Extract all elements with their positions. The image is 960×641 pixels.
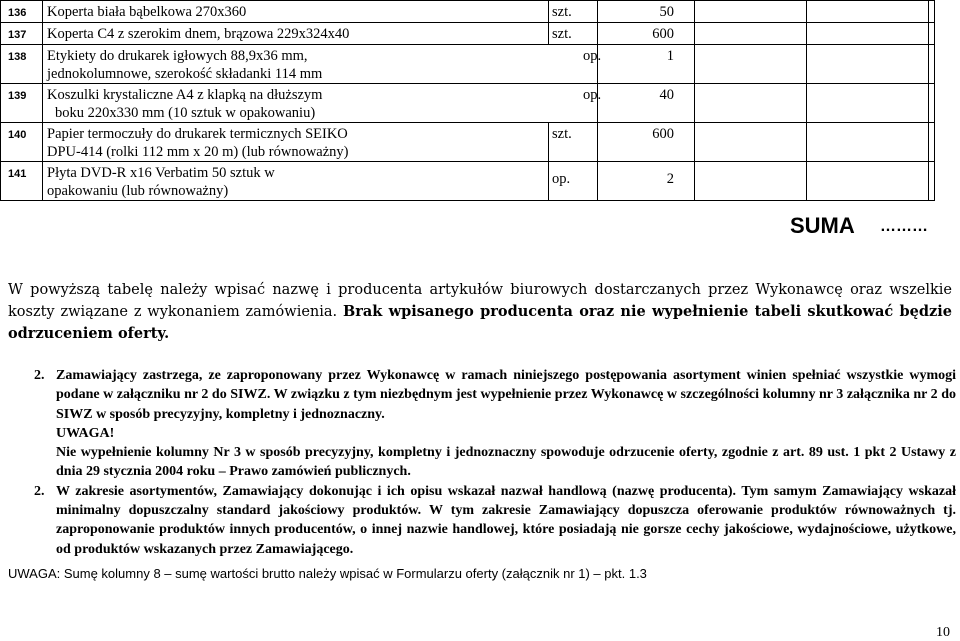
item-quantity: 40 — [598, 84, 695, 123]
item-unit: szt. — [549, 1, 598, 23]
item-unit: op. — [583, 48, 602, 64]
table-row — [1, 45, 935, 84]
table-row — [1, 84, 935, 123]
sum-value-placeholder: ……… — [880, 218, 928, 235]
table-row — [1, 162, 935, 201]
uwaga-heading: UWAGA! — [56, 425, 115, 441]
item-unit: op. — [583, 87, 602, 103]
description-line: Koszulki krystaliczne A4 z klapką na dłuższym — [47, 87, 323, 103]
row-number: 139 — [1, 84, 43, 123]
list-item — [34, 482, 956, 559]
instruction-warning: Brak wpisanego producenta oraz nie wypełnienie tabeli skutkować będzie odrzuceniem oferty. — [8, 303, 952, 342]
empty-cell — [929, 162, 935, 201]
list-marker: 2. — [34, 368, 45, 383]
description-line: DPU-414 (rolki 112 mm x 20 m) (lub równoważny) — [47, 144, 349, 160]
item-unit: szt. — [549, 123, 598, 162]
item-quantity: 1 — [598, 45, 695, 84]
item-description: Koperta biała bąbelkowa 270x360 — [43, 1, 549, 23]
table-row — [1, 1, 935, 23]
item-quantity: 600 — [598, 23, 695, 45]
list-item-text: W zakresie asortymentów, Zamawiający dokonując i ich opisu wskazał nazwał handlową (nazwę producenta). Tym samym Zamawiający wskazał minimalny dopuszczalny standard jakościowy produktów. W tym zakresie Zamawiający dopuszcza oferowanie produktów równoważnych tj. zaproponowanie produktów innych producentów, o innej nazwie handlowej, które posiadają nie gorsze cechy jakościowe, wydajnościowe, użytkowe, od produktów wskazanych przez Zamawiającego. — [56, 483, 956, 557]
list-item-text: Zamawiający zastrzega, ze zaproponowany przez Wykonawcę w ramach niniejszego postępowania asortyment winien spełniać wszystkie wymogi podane w załączniku nr 2 do SIWZ. W związku z tym niezbędnym jest wypełnienie przez Wykonawcę w szczególności kolumny nr 3 załącznika nr 2 do SIWZ w sposób precyzyjny, kompletny i jednoznaczny. — [56, 368, 956, 422]
empty-cell — [929, 23, 935, 45]
footer-note: UWAGA: Sumę kolumny 8 – sumę wartości brutto należy wpisać w Formularzu oferty (załącznik nr 1) – pkt. 1.3 — [8, 566, 647, 581]
empty-cell — [807, 1, 929, 23]
sum-label: SUMA — [790, 213, 855, 238]
empty-cell — [695, 45, 807, 84]
empty-cell — [807, 23, 929, 45]
table-row — [1, 123, 935, 162]
row-number: 136 — [1, 1, 43, 23]
item-quantity: 50 — [598, 1, 695, 23]
empty-cell — [929, 45, 935, 84]
item-unit: szt. — [549, 23, 598, 45]
row-number: 137 — [1, 23, 43, 45]
row-number: 140 — [1, 123, 43, 162]
instruction-paragraph — [8, 280, 952, 345]
description-line: jednokolumnowe, szerokość składanki 114 mm — [47, 66, 323, 82]
empty-cell — [807, 123, 929, 162]
empty-cell — [695, 162, 807, 201]
empty-cell — [695, 1, 807, 23]
list-item — [34, 366, 956, 424]
empty-cell — [929, 123, 935, 162]
table-row — [1, 23, 935, 45]
item-description — [43, 162, 549, 201]
description-line: Etykiety do drukarek igłowych 88,9x36 mm, — [47, 48, 308, 64]
description-line: opakowaniu (lub równoważny) — [47, 183, 229, 199]
description-line: Papier termoczuły do drukarek termicznych SEIKO — [47, 126, 348, 142]
item-unit: op. — [549, 162, 598, 201]
item-quantity: 600 — [598, 123, 695, 162]
item-description — [43, 45, 602, 84]
empty-cell — [807, 45, 929, 84]
list-marker: 2. — [34, 483, 45, 499]
empty-cell — [807, 162, 929, 201]
requirements-list — [34, 366, 956, 559]
items-table — [0, 0, 935, 201]
empty-cell — [807, 84, 929, 123]
uwaga-text: Nie wypełnienie kolumny Nr 3 w sposób precyzyjny, kompletny i jednoznaczny spowoduje odrzucenie oferty, zgodnie z art. 89 ust. 1 pkt 2 Ustawy z dnia 29 stycznia 2004 roku – Prawo zamówień publicznych. — [56, 445, 956, 480]
empty-cell — [695, 84, 807, 123]
item-description — [43, 84, 602, 123]
item-quantity: 2 — [598, 162, 695, 201]
empty-cell — [929, 84, 935, 123]
item-description — [43, 123, 549, 162]
row-number: 141 — [1, 162, 43, 201]
description-line: Płyta DVD-R x16 Verbatim 50 sztuk w — [47, 165, 275, 181]
row-number: 138 — [1, 45, 43, 84]
empty-cell — [695, 123, 807, 162]
page-number: 10 — [936, 625, 950, 640]
empty-cell — [929, 1, 935, 23]
empty-cell — [695, 23, 807, 45]
instruction-text: W powyższą tabelę należy wpisać nazwę i producenta artykułów biurowych dostarczanych przez Wykonawcę oraz wszelkie koszty związane z wykonaniem zamówienia. — [8, 282, 952, 320]
item-description: Koperta C4 z szerokim dnem, brązowa 229x324x40 — [43, 23, 549, 45]
description-line: boku 220x330 mm (10 sztuk w opakowaniu) — [55, 105, 316, 121]
